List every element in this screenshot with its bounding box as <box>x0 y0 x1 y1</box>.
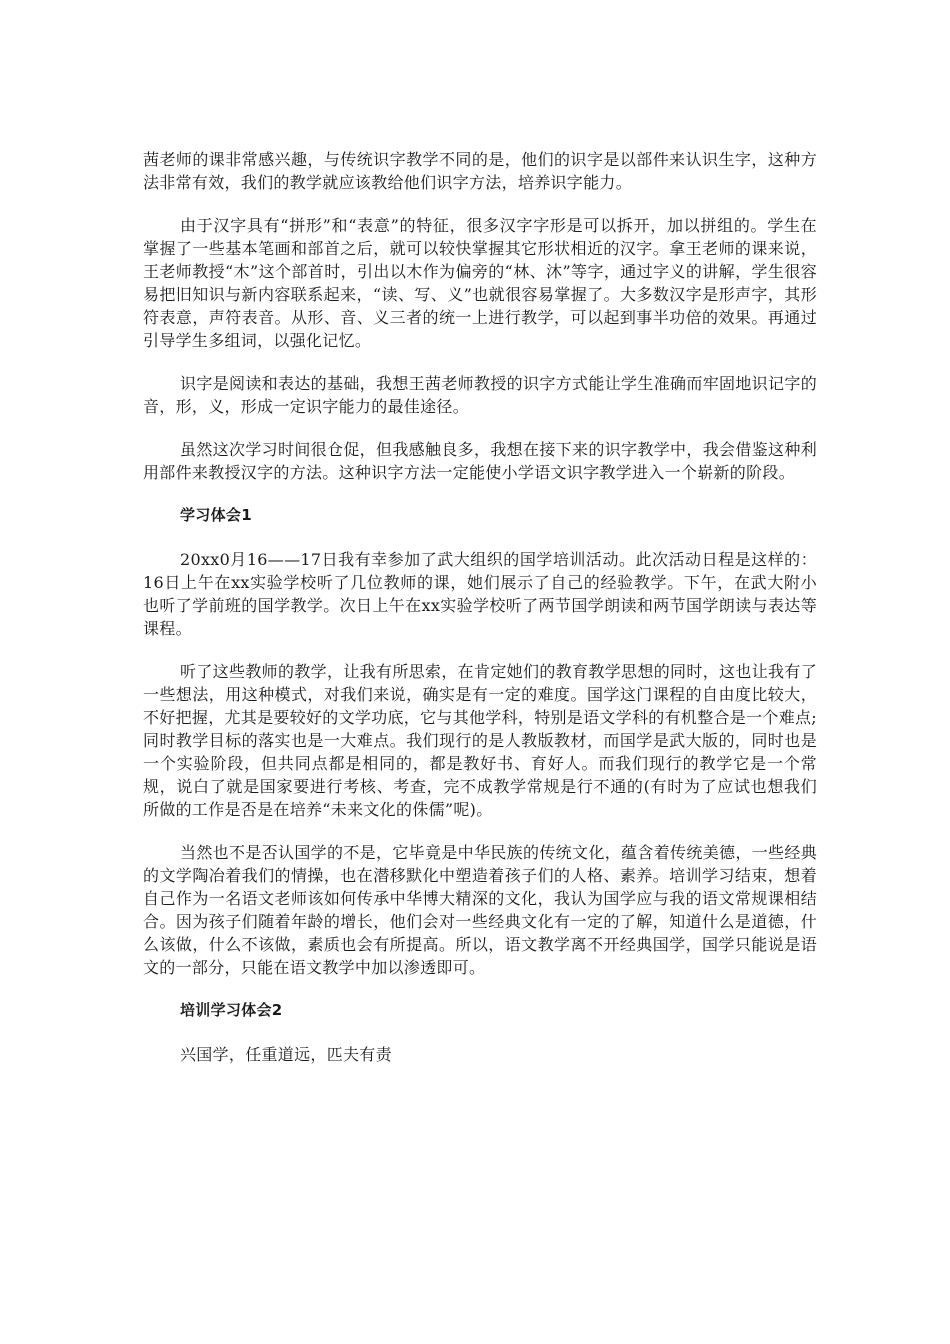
paragraph-reflection: 虽然这次学习时间很仓促，但我感触良多，我想在接下来的识字教学中，我会借鉴这种利用部件来教授汉字的方法。这种识字方法一定能使小学语文识字教学进入一个崭新的阶段。 <box>143 440 817 482</box>
paragraph-literacy-basis: 识字是阅读和表达的基础，我想王茜老师教授的识字方式能让学生准确而牢固地识记字的音，形，义，形成一定识字能力的最佳途径。 <box>143 374 817 416</box>
paragraph-guoxue-value: 当然也不是否认国学的不是，它毕竟是中华民族的传统文化，蕴含着传统美德，一些经典的文学陶冶着我们的情操，也在潜移默化中塑造着孩子们的人格、素养。培训学习结束，想着自己作为一名语文老师该如何传承中华博大精深的文化，我认为国学应与我的语文常规课相结合。因为孩子们随着年龄的增长，他们会对一些经典文化有一定的了解，知道什么是道德，什么该做，什么不该做，素质也会有所提高。所以，语文教学离不开经典国学，国学只能说是语文的一部分，只能在语文教学中加以渗透即可。 <box>143 843 817 977</box>
paragraph-thoughts: 听了这些教师的教学，让我有所思索，在肯定她们的教育教学思想的同时，这也让我有了一些想法，用这种模式，对我们来说，确实是有一定的难度。国学这门课程的自由度比较大，不好把握，尤其是要较好的文学功底，它与其他学科，特别是语文学科的有机整合是一个难点;同时教学目标的落实也是一大难点。我们现行的是人教版教材，而国学是武大版的，同时也是一个实验阶段，但共同点都是相同的，都是教好书、育好人。而我们现行的教学它是一个常规，说白了就是国家要进行考核、考查，完不成教学常规是行不通的(有时为了应试也想我们所做的工作是否是在培养“未来文化的侏儒”呢)。 <box>143 662 817 819</box>
document-page <box>143 148 817 1086</box>
section-heading-2: 培训学习体会2 <box>180 1001 283 1019</box>
section-heading-1: 学习体会1 <box>180 506 252 524</box>
paragraph-training-schedule: 20xx0月16——17日我有幸参加了武大组织的国学培训活动。此次活动日程是这样的：16日上午在xx实验学校听了几位教师的课，她们展示了自己的经验教学。下午，在武大附小也听了学前班的国学教学。次日上午在xx实验学校听了两节国学朗读和两节国学朗读与表达等课程。 <box>143 550 817 638</box>
paragraph-intro: 茜老师的课非常感兴趣，与传统识字教学不同的是，他们的识字是以部件来认识生字，这种方法非常有效，我们的教学就应该教给他们识字方法，培养识字能力。 <box>143 150 817 192</box>
paragraph-section2-opening: 兴国学，任重道远，匹夫有责 <box>180 1045 392 1064</box>
paragraph-hanzi-features: 由于汉字具有“拼形”和“表意”的特征，很多汉字字形是可以拆开，加以拼组的。学生在掌握了一些基本笔画和部首之后，就可以较快掌握其它形状相近的汉字。拿王老师的课来说，王老师教授“木”这个部首时，引出以木作为偏旁的“林、沐”等字，通过字义的讲解，学生很容易把旧知识与新内容联系起来，“读、写、义”也就很容易掌握了。大多数汉字是形声字，其形符表意，声符表音。从形、音、义三者的统一上进行教学，可以起到事半功倍的效果。再通过引导学生多组词，以强化记忆。 <box>143 216 817 350</box>
